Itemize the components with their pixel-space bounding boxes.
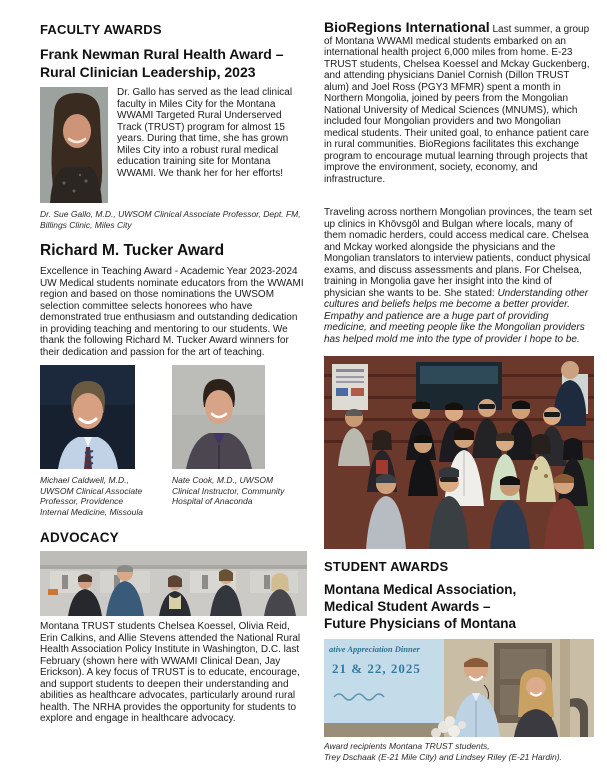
mma-award-title-line1: Montana Medical Association,	[324, 582, 517, 597]
projection-screen-text-line2: 21 & 22, 2025	[332, 661, 421, 676]
faculty-awards-heading: FACULTY AWARDS	[40, 22, 162, 37]
cook-cell	[172, 365, 307, 517]
sue-gallo-photo	[40, 87, 108, 203]
bioregions-para2	[324, 207, 594, 345]
chelsea-quote: Understanding other cultures and beliefs helps me become a better provider. Empathy and patience are a huge part of providing medicine, and meeting people like the Mongolian providers has helped mold me into the type of provider I hope to be.	[324, 287, 589, 345]
left-column	[40, 20, 307, 725]
gallo-body-text: Dr. Gallo has served as the lead clinical faculty in Miles City for the Montana WWAMI Targeted Rural Underserved Track (TRUST) program for almost 15 years. During that time, she has grown Miles City into a robust rural medical education training site for Montana WWAMI. We thank her for her efforts!	[117, 87, 293, 179]
mma-award-title	[324, 581, 594, 632]
gallo-section	[40, 87, 307, 179]
mongolia-group-photo	[324, 356, 594, 549]
caldwell-caption: Michael Caldwell, M.D., UWSOM Clinical Associate Professor, Providence Internal Medicine, Missoula	[40, 475, 143, 517]
advocacy-heading: ADVOCACY	[40, 530, 119, 545]
projection-screen-text-line1: ative Appreciation Dinner	[329, 644, 420, 654]
mma-award-title-line2: Medical Student Awards –	[324, 599, 491, 614]
advocacy-body-text: Montana TRUST students Chelsea Koessel, Olivia Reid, Erin Calkins, and Allie Stevens attended the National Rural Health Association Policy Institute in Washington, D.C. last February (shown here with WWAMI Clinical Dean, Jay Erickson). A key focus of TRUST is to educate, encourage, and support students to deepen their understanding and abilities as healthcare advocates, particularly around rural health. The NRHA provides the opportunity for students to explore and engage in healthcare advocacy.	[40, 621, 301, 724]
caldwell-cell	[40, 365, 172, 517]
cook-caption: Nate Cook, M.D., UWSOM Clinical Instructor, Community Hospital of Anaconda	[172, 475, 285, 506]
frank-newman-award-title-line2: Rural Clinician Leadership, 2023	[40, 64, 256, 80]
mma-award-photo	[324, 639, 594, 737]
right-column	[324, 20, 594, 762]
mma-photo-caption-line1: Award recipients Montana TRUST students,	[324, 741, 490, 751]
frank-newman-award-title-line1: Frank Newman Rural Health Award –	[40, 46, 284, 62]
frank-newman-award-title	[40, 45, 307, 81]
mma-photo-caption-line2: Trey Dschaak (E-21 Mile City) and Lindsey Riley (E-21 Hardin).	[324, 751, 562, 762]
tucker-winners-row	[40, 365, 307, 517]
tucker-body-text: Excellence in Teaching Award - Academic Year 2023-2024 UW Medical students nominate educators from the WWAMI region and based on those nominations the UWSOM selection committee selects honorees who have demonstrated true enthusiasm and outstanding dedication in providing teaching and mentoring to our students. We thank the following Richard M. Tucker Award winners for their dedication and passion for the art of teaching.	[40, 266, 304, 358]
nate-cook-photo	[172, 365, 265, 469]
michael-caldwell-photo	[40, 365, 135, 469]
advocacy-group-photo	[40, 551, 307, 616]
tucker-award-heading: Richard M. Tucker Award	[40, 242, 225, 259]
bioregions-heading: BioRegions International	[324, 19, 490, 35]
mma-photo-caption	[324, 741, 594, 762]
bioregions-para1-text: Last summer, a group of Montana WWAMI medical students embarked on an international health project 6,000 miles from home. E-23 TRUST students, Chelsea Koessel and Mckay Guckenberg, and attending physicians Daniel Cornish (Dillon TRUST alum) and Joel Ross (PGY3 MFMR) spent a month in Northern Mongolia, joined by peers from the Mongolian National University of Medical Sciences (MNUMS), which included four Mongolian providers and two Mongolian medical students. Their united goal, to enhance patient care in rural communities. BioRegions facilitates this exchange program to encourage mutual learning through projects that improve the environment, society, economy, and infrastructure.	[324, 24, 590, 185]
mma-award-title-line3: Future Physicians of Montana	[324, 616, 517, 631]
student-awards-heading: STUDENT AWARDS	[324, 559, 449, 574]
gallo-caption: Dr. Sue Gallo, M.D., UWSOM Clinical Associate Professor, Dept. FM, Billings Clinic, Miles City	[40, 209, 301, 230]
bioregions-para2-text: Traveling across northern Mongolian provinces, the team set up clinics in Khōvsgōl and Bulgan where locals, many of them nomadic herders, could access medical care. Chelsea and Mckay worked alongside the physicians and the Mongolian translators to interview patients, conduct physical exams, and discuss assessments and plans. For Chelsea, training in Mongolia gave her insight into the kind of physician she wants to be. She stated:	[324, 207, 593, 299]
bioregions-para1	[324, 19, 594, 185]
